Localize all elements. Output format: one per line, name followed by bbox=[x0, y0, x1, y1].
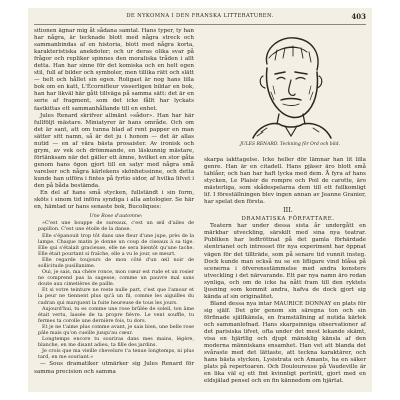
paragraph: Bland dessa nya intar MAURICE DONNAY en plats för sig själf. Det gör genom sin säregna ton och sin förfinade själfkänsla, en framställning af nutida kärlek och sammanlefnad. Hans skarpsinniga observationer af det parisiska lifvet, ofta under det mest lekande skämt, visa en hjärtlig och djupt mänsklig känsla af den moderna människans ensamhet. Han vet att blanda det svåraste med det lättaste, att teckna karaktärer, och hans bästa stycken, Lysistrata och Amants, ha en säker plats på repertoaren. Och Douloureuse på Vaudeville är en lika väl ej ett fint kvinnligt porträtt, gjort med en eldsjälad pensel och en fin kännedom om hjärtat. bbox=[204, 300, 366, 385]
quote-line: Oui, je sais, ma chère ronce, mon cœur est rude et un rosier ne comprend pas la sagesse, comme un pauvre mal sans doute aux cimetières de paille. bbox=[38, 269, 194, 288]
paragraph: sitionen ägnar mig åt sådana samtal. Hans typer, ty han har några, är tecknade blott med några streck och sammanbindas af en historia, blott med några korta, karakteristiska anekdoter; och ur deras olika svar på frågor och repliker spinnes den moraliska tråden i allt detta. Han har sinne för det komiska och en helt egen stil, full af bilder och symboler, men tillika rätt och slätt — helt och hållet sin egen. Roligast är nog hans lilla bok om en katt, L'Écornifleur visserligen bildar en bok, han har likväl här gått tillväga på samma sätt: det är en serie af fragment, som det icke fållt har lyckats fastkittas ett sammanhållande till en enhet. bbox=[34, 28, 194, 112]
quote-line: Elle regarde toujours de mon côté d'un œil noir de sollicitude pusillanime. bbox=[38, 256, 194, 269]
quoted-prose-poem bbox=[34, 211, 194, 361]
right-text-column bbox=[204, 157, 366, 385]
quote-line: Elle s'épanouit trop tôt dans une fleur d'une jupe, près de la lampe. Chaque matin je donne un coup de ciseaux à sa tige. Elle qui s'étalait gracieuse, elle ne sera bientôt qu'une tache. Elle était pourtant si fraîche, elle a vu le jour, se meurt. bbox=[38, 232, 194, 257]
section-heading: DRAMATISKA FÖRFATTARE. bbox=[241, 216, 335, 223]
running-title: DE NYKOMNA I DEN FRANSKA LITTERATUREN. bbox=[126, 13, 274, 19]
portrait-caption: JULES RENARD. Teckning för Ord och bild. bbox=[240, 142, 340, 147]
paragraph: — Sous dramatiker utmärker sig Jules Renard för samma precision och samma bbox=[34, 361, 194, 375]
quote-line: »C'est une bouppe de sureaux, c'est un œil d'ailes de papillon. C'est une étoile de la danse. bbox=[38, 220, 194, 233]
quote-line: Et si votre teinture ne reste nulle part, c'est que l'amour et la peur ne tiennent plus qu'à un fil, comme les aiguilles du cadran qui marquent la fuite heureuse de tous les jours. bbox=[38, 287, 194, 306]
running-header bbox=[34, 12, 366, 25]
quote-intro: En del af hans små stycken, fullständt i sin form, sköts i sinom tid införa syndiga i alla antologier. Se här en, hämtad ur hans senaste bok, Bucoliques: bbox=[34, 190, 194, 211]
quote-line: Et je ne t'aime plus comme avant, je sais bien, une belle rose pâle mais qu'on cueille jusqu'au cœur. bbox=[38, 323, 194, 336]
page-number: 403 bbox=[351, 12, 366, 21]
left-text-column bbox=[34, 28, 194, 376]
paragraph: Jules Renard skrifver allmänt »sådor». Han har här fullföljt mästare. Miniatyrer är hans område. Och om det är sant, att om tunna blad af rent papper en man sätter sitt namn, så är det ju i honom — det är allas nutid — en af vära bästa prosaister. Av ironisk och grym, av vek och drömmande, en läskunnig mästare, förtänksam när det gäller ett ämne, hvilket en stor gåta genom hans ögon gjort till en satyr med några små varelser och några kärlekens skönhetssinne, och detta kunde han utföra i fintes på fyrtio sidor, af hvilka lifvet i den på båda bestämda. bbox=[34, 112, 194, 190]
section-number: III. bbox=[283, 206, 293, 215]
quote-line: Longtemps encore tu souriras dans mes mains, légère, blanche, en me disant adieu, ta fille des jardins. bbox=[38, 336, 194, 349]
portrait-illustration bbox=[233, 28, 345, 140]
quote-title: Une Rose d'automne: bbox=[89, 213, 143, 220]
book-page bbox=[28, 8, 372, 392]
paragraph: Teatern har under dessa sista år undergått en märkbar utveckling, särskilt med sina nya teatrar. Publiken har ledtröttnat på det gamla förhärdade slentrianet och intresset för nya experiment har öppnat vägen för det tillträde, som på senare tid vunnit insteg. Dock kunde man också nu se en lifligare vind blåsa på scenerna i öfverensstämmelse med andra konsters utveckling i det närvarande. Ett par nya namn äro redan synliga, och om de icke ha nått fram till den ryktets ljusning som kommit andra, hafva de dock gjort sig kända af sin originalitet. bbox=[204, 223, 366, 300]
quote-line: Je crois que ma vieille chevelure t'a tenue longtemps, ni plus tard, en me souriant.« bbox=[38, 348, 194, 361]
paragraph: skarpa iakttagelse. Icke heller dör lämnar han lit lilla genre. Han är en citadell. Hans pjäser äro blott små tablåer, och han har haft lycka med dem. Å fyra af hans stycken, Le Plaisir de rompre och Poil de carotte, äro mästerliga, som skådespelarna dem till ett fullkomligt lif. I föreställningen blev ingen annan av Jeanne Granier, har spelat den första. bbox=[204, 157, 366, 206]
quote-line: Aujourd'hui, tu es comme une rose brûlée de soleil, ton âme était vertu, lassée de ta propre fièvre. Le vent souffle, tu fermes ta corolle une dernière fois, tu dors. bbox=[38, 305, 194, 324]
